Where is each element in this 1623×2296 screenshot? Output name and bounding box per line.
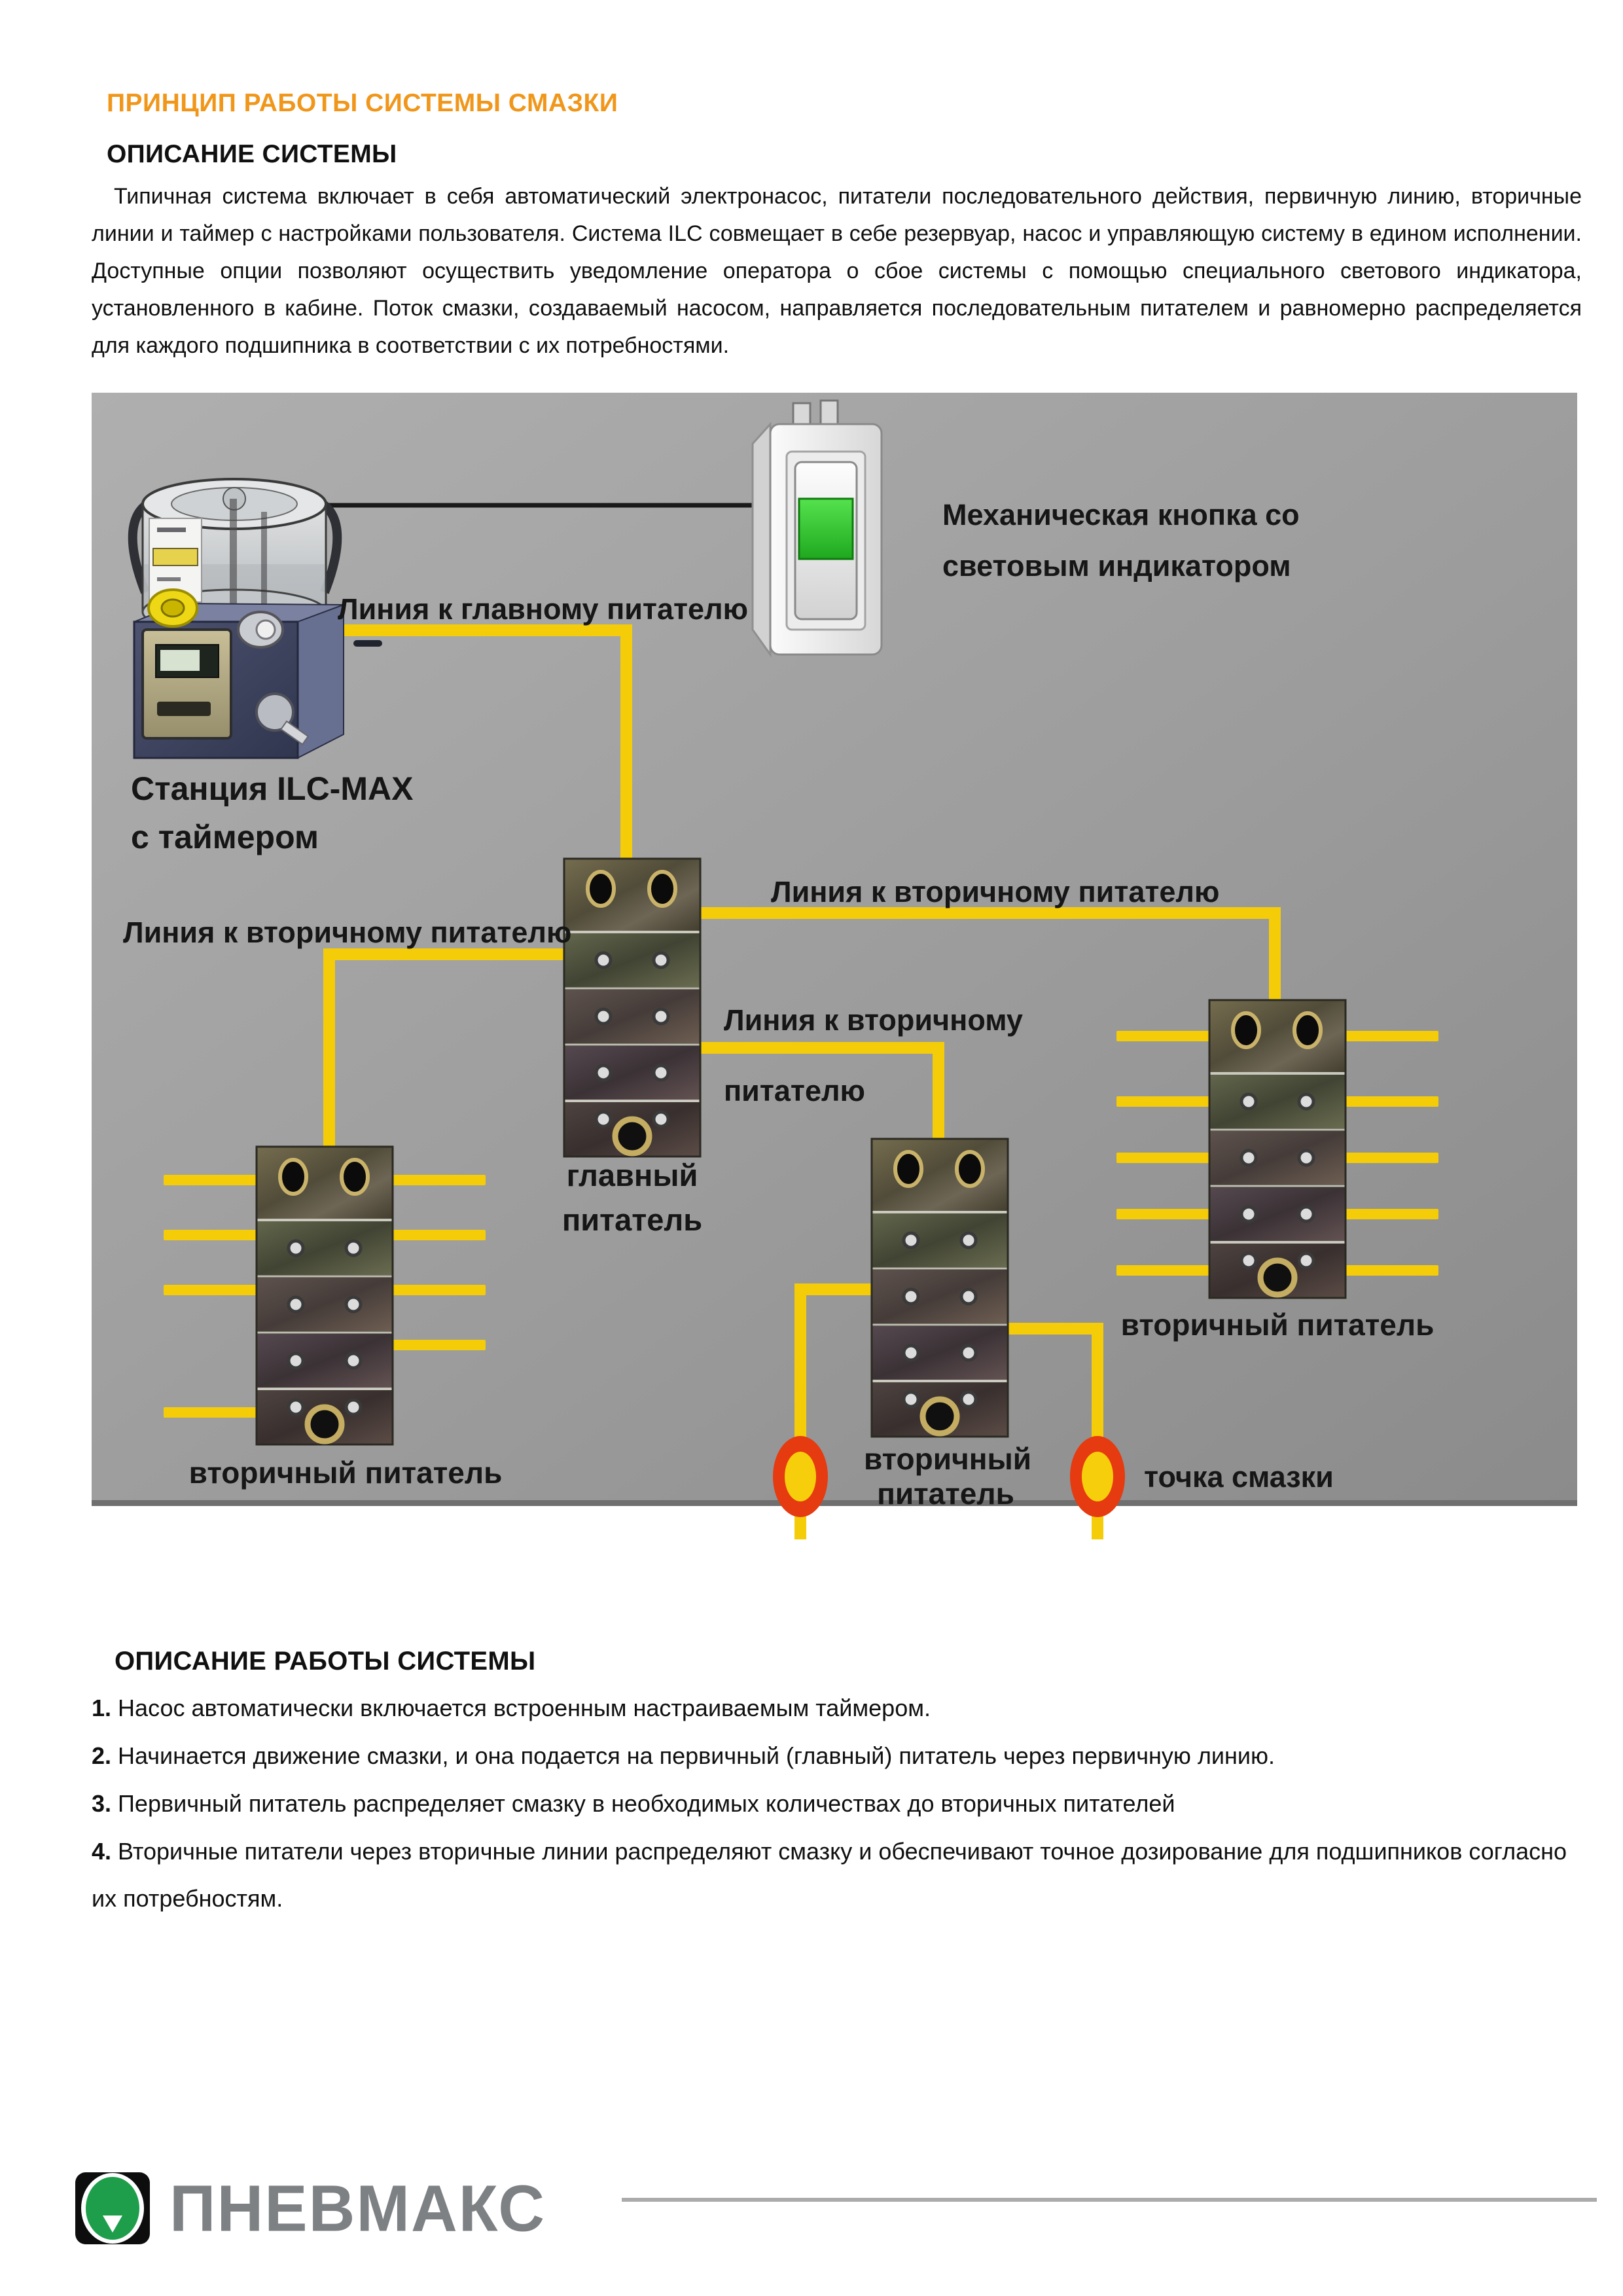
rocker-switch-illustration (753, 401, 882, 655)
system-description-paragraph: Типичная система включает в себя автоматический электронасос, питатели последовательного действия, первичную линию, вторичные линии и таймер с настройками пользователя. Система ILC совмещает в себе резервуар, насос и управляющую систему в едином исполнении. Доступные опции позволяют осуществить уведомление оператора о сбое системы с помощью специального светового индикатора, установленного в кабине. Поток смазки, создаваемый насосом, направляется последовательным питателем и равномерно распределяется для каждого подшипника в соответствии с их потребностями. (92, 184, 1582, 358)
left-branch-label: Линия к вторичному питателю (123, 916, 572, 949)
step-text-continued: их потребностям. (92, 1885, 283, 1912)
operation-step-3 (92, 1780, 1597, 1827)
left-secondary-feeder-block (257, 1147, 393, 1444)
step-number: 4. (92, 1838, 112, 1865)
mid-branch-label-line2: питателю (724, 1074, 865, 1107)
main-feeder-block (564, 859, 700, 1157)
step-number: 1. (92, 1695, 112, 1721)
operation-step-1 (92, 1685, 1597, 1732)
green-indicator (799, 499, 853, 559)
step-text: Вторичные питатели через вторичные линии распределяют смазку и обеспечивают точное дозирование для подшипников согласно (118, 1838, 1567, 1865)
station-label-line2: с таймером (131, 819, 319, 855)
operation-step-2 (92, 1732, 1597, 1780)
main-feeder-label-line1: главный (566, 1158, 698, 1193)
step-number: 3. (92, 1790, 112, 1817)
right-secondary-feeder-block (1209, 1000, 1346, 1298)
logo-mark-icon (74, 2170, 154, 2247)
station-label-line1: Станция ILC-MAX (131, 770, 414, 807)
step-text: Первичный питатель распределяет смазку в необходимых количествах до вторичных питателей (118, 1790, 1175, 1817)
switch-terminal (821, 401, 838, 425)
company-logo (74, 2168, 546, 2249)
step-text: Насос автоматически включается встроенным настраиваемым таймером. (118, 1695, 931, 1721)
right-branch-label: Линия к вторичному питателю (771, 875, 1220, 908)
step-number: 2. (92, 1742, 112, 1769)
mid-feeder-label-line2: питатель (877, 1477, 1014, 1511)
button-label-line2: световым индикатором (942, 549, 1291, 583)
step-text: Начинается движение смазки, и она подается на первичный (главный) питатель через первичную линию. (118, 1742, 1275, 1769)
operation-step-4 (92, 1828, 1597, 1922)
switch-side-face (753, 424, 770, 655)
mid-branch-label-line1: Линия к вторичному (724, 1003, 1023, 1037)
footer-divider-rule (622, 2198, 1597, 2202)
grease-point-right (1070, 1436, 1125, 1517)
section-title-operation: ОПИСАНИЕ РАБОТЫ СИСТЕМЫ (115, 1647, 536, 1676)
section-title-system-description: ОПИСАНИЕ СИСТЕМЫ (107, 140, 397, 168)
button-label-line1: Механическая кнопка со (942, 498, 1300, 531)
grease-point-label: точка смазки (1144, 1460, 1334, 1494)
main-line-label: Линия к главному питателю (338, 592, 749, 626)
left-feeder-label: вторичный питатель (188, 1456, 503, 1490)
mid-feeder-label-line1: вторичный (863, 1442, 1032, 1476)
page-title: ПРИНЦИП РАБОТЫ СИСТЕМЫ СМАЗКИ (107, 89, 618, 117)
lubrication-system-diagram (92, 393, 1577, 1551)
main-feeder-label-line2: питатель (562, 1202, 703, 1237)
right-feeder-label: вторичный питатель (1120, 1308, 1435, 1342)
grease-point-left (773, 1436, 828, 1517)
mid-secondary-feeder-block (872, 1139, 1008, 1437)
logo-wordmark: ПНЕВМАКС (169, 2171, 546, 2245)
